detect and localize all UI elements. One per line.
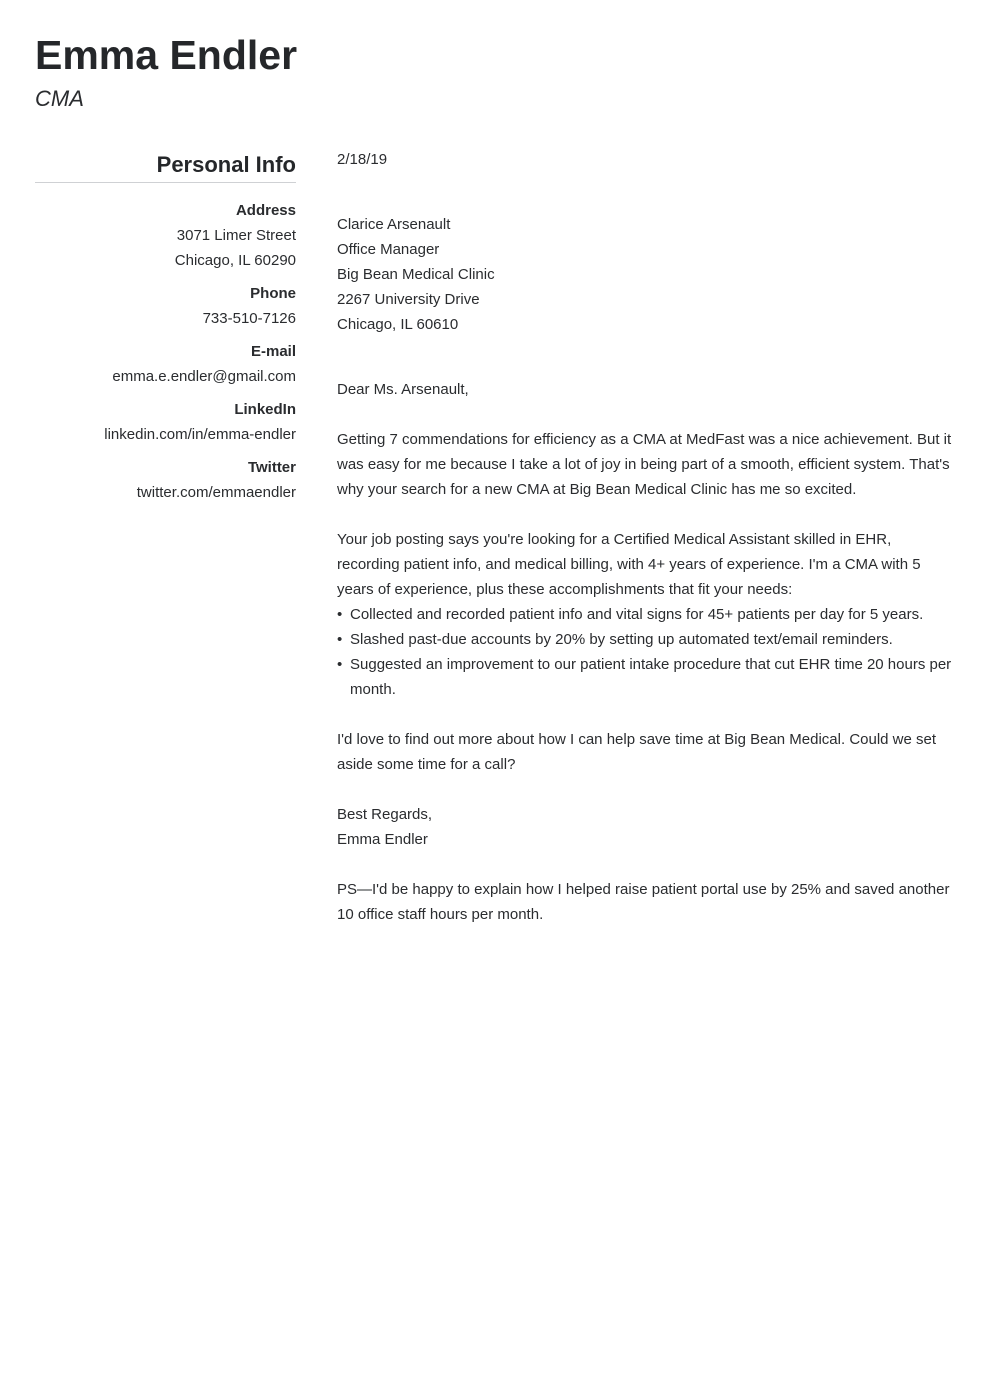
address-line2: Chicago, IL 60290 <box>174 252 296 269</box>
phone-block <box>35 281 296 331</box>
letter-body <box>337 147 955 927</box>
paragraph-2: Your job posting says you're looking for a Certified Medical Assistant skilled in EHR, recording patient info, and medical billing, with 4+ years of experience. I'm a CMA with 5 years of experience, plus these accomplishments that fit your needs: <box>337 531 921 598</box>
phone-label: Phone <box>250 285 296 302</box>
phone-value: 733-510-7126 <box>202 310 296 327</box>
email-block <box>35 339 296 389</box>
list-item <box>337 627 955 652</box>
list-item <box>337 602 955 627</box>
twitter-label: Twitter <box>247 459 296 476</box>
signature: Emma Endler <box>337 831 428 848</box>
list-item-text: Suggested an improvement to our patient intake procedure that cut EHR time 20 hours per month. <box>350 656 952 698</box>
recipient-city: Chicago, IL 60610 <box>337 316 459 333</box>
bullet-marker: • <box>337 631 343 648</box>
closing: Best Regards, <box>337 806 433 823</box>
applicant-role: CMA <box>35 86 84 111</box>
letter-date: 2/18/19 <box>337 151 388 168</box>
list-item-text: Collected and recorded patient info and vital signs for 45+ patients per day for 5 years. <box>350 606 924 623</box>
applicant-name: Emma Endler <box>35 32 298 78</box>
recipient-street: 2267 University Drive <box>337 291 480 308</box>
linkedin-block <box>35 397 296 447</box>
recipient-title: Office Manager <box>337 241 440 258</box>
linkedin-label: LinkedIn <box>234 401 296 418</box>
recipient-block <box>337 212 955 337</box>
recipient-name: Clarice Arsenault <box>337 216 451 233</box>
twitter-block <box>35 455 296 505</box>
paragraph-1: Getting 7 commendations for efficiency as a CMA at MedFast was a nice achievement. But it was easy for me because I take a lot of joy in being part of a smooth, efficient system. That's why your search for a new CMA at Big Bean Medical Clinic has me so excited. <box>337 431 952 498</box>
bullet-marker: • <box>337 656 343 673</box>
address-label: Address <box>235 202 296 219</box>
accomplishments-list <box>337 602 955 702</box>
list-item-text: Slashed past-due accounts by 20% by setting up automated text/email reminders. <box>350 631 893 648</box>
bullet-marker: • <box>337 606 343 623</box>
address-line1: 3071 Limer Street <box>176 227 296 244</box>
address-block <box>35 198 296 273</box>
paragraph-3: I'd love to find out more about how I can help save time at Big Bean Medical. Could we set aside some time for a call? <box>337 731 937 773</box>
list-item <box>337 652 955 702</box>
email-value: emma.e.endler@gmail.com <box>112 368 296 385</box>
recipient-company: Big Bean Medical Clinic <box>337 266 495 283</box>
salutation: Dear Ms. Arsenault, <box>337 381 469 398</box>
postscript: PS—I'd be happy to explain how I helped raise patient portal use by 25% and saved another 10 office staff hours per month. <box>337 881 950 923</box>
linkedin-value: linkedin.com/in/emma-endler <box>104 426 296 443</box>
twitter-value: twitter.com/emmaendler <box>136 484 296 501</box>
personal-info-heading: Personal Info <box>35 150 296 183</box>
email-label: E-mail <box>250 343 296 360</box>
personal-info-sidebar <box>35 150 296 505</box>
